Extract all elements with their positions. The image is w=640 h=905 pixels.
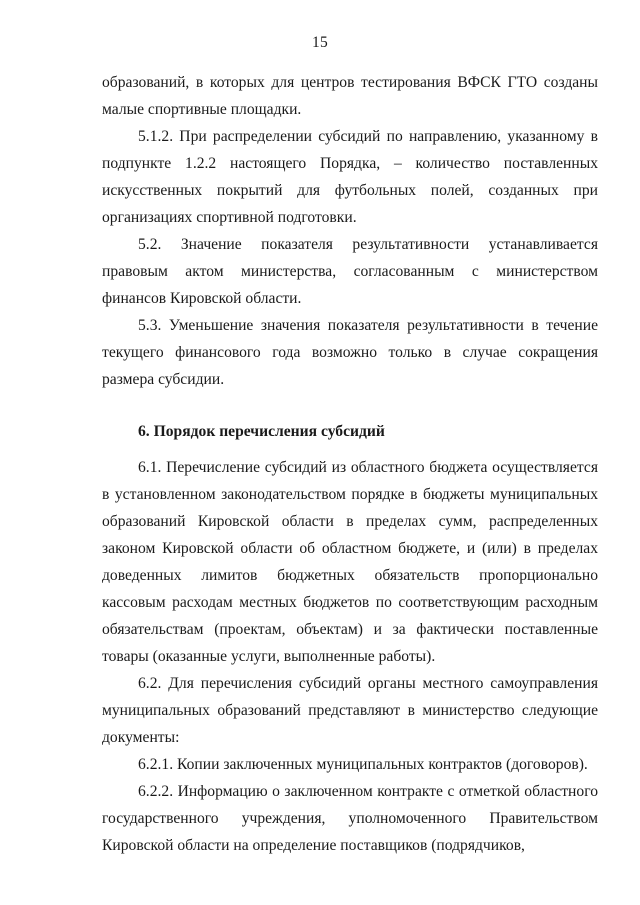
document-body <box>102 69 598 859</box>
paragraph-6-2-2: 6.2.2. Информацию о заключенном контракте с отметкой областного государственного учреждения, уполномоченного Правительством Кировской области на определение поставщиков (подрядчиков, <box>102 783 598 854</box>
paragraph-5-1-2: 5.1.2. При распределении субсидий по направлению, указанному в подпункте 1.2.2 настоящего Порядка, – количество поставленных искусственных покрытий для футбольных полей, созданных при организациях спортивной подготовки. <box>102 128 598 226</box>
page-number: 15 <box>311 34 329 51</box>
paragraph-6-1: 6.1. Перечисление субсидий из областного бюджета осуществляется в установленном законодательством порядке в бюджеты муниципальных образований Кировской области в пределах сумм, распределенных законом Кировской области об областном бюджете, и (или) в пределах доведенных лимитов бюджетных обязательств пропорционально кассовым расходам местных бюджетов по соответствующим расходным обязательствам (проектам, объектам) и за фактически поставленные товары (оказанные услуги, выполненные работы). <box>102 459 598 665</box>
paragraph-6-2: 6.2. Для перечисления субсидий органы местного самоуправления муниципальных образований представляют в министерство следующие документы: <box>102 675 598 746</box>
paragraph-6-2-1: 6.2.1. Копии заключенных муниципальных контрактов (договоров). <box>138 756 588 773</box>
section-heading-6: 6. Порядок перечисления субсидий <box>138 423 385 440</box>
paragraph-5-3: 5.3. Уменьшение значения показателя результативности в течение текущего финансового года возможно только в случае сокращения размера субсидии. <box>102 317 598 388</box>
paragraph-continuation: образований, в которых для центров тестирования ВФСК ГТО созданы малые спортивные площадки. <box>102 74 598 118</box>
paragraph-5-2: 5.2. Значение показателя результативности устанавливается правовым актом министерства, согласованным с министерством финансов Кировской области. <box>102 236 598 307</box>
